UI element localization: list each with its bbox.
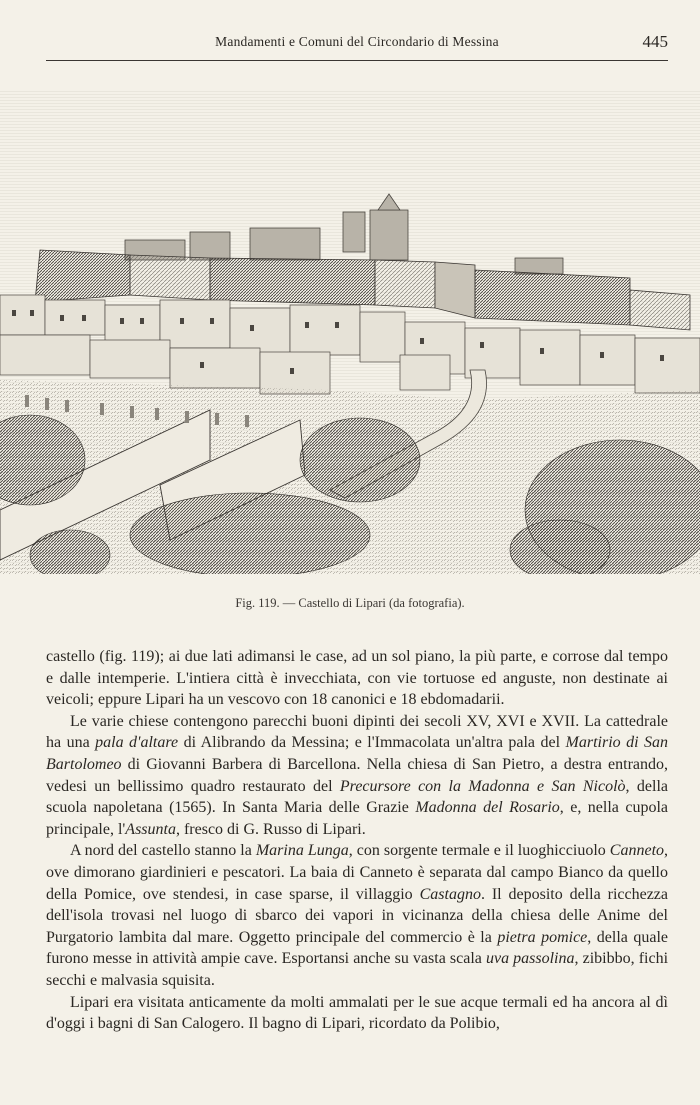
text-run: , della quale furono messe in attività ampie cave. Esportansi anche su vasta scala: [46, 928, 669, 968]
text-run: , con sorgente termale e il luoghicciuolo: [348, 842, 610, 860]
italic-text: Canneto: [609, 842, 665, 860]
italic-text: Martirio di San Bartolomeo: [46, 734, 669, 773]
paragraph: [46, 840, 668, 991]
text-run: Lipari era visitata anticamente da molti ammalati per le sue acque termali ed ha ancora al dì d'oggi i bagni di San Calogero. Il bagno di Lipari, ricordato da Polibio,: [46, 993, 668, 1033]
body-text: [46, 646, 668, 1035]
text-run: , e, nella cupola principale, l': [46, 799, 669, 838]
text-run: castello (fig. 119); ai due lati adimansi le case, ad un sol piano, la più parte, e corrose dal tempo e dalle intemperie. L'intiera città è invecchiata, con vie tortuose ed anguste, non destinate ai veicoli; eppure Lipari ha un vescovo con 18 canonici e 18 ebdomadarii.: [46, 648, 668, 709]
text-run: , ove dimorano giardinieri e pescatori. La baia di Canneto è separata dal campo Bianco da quello della Pomice, ove stendesi, in case sparse, il villaggio: [46, 842, 669, 903]
page-number: 445: [642, 32, 668, 51]
italic-text: Precursore con la Madonna e San Nicolò: [339, 777, 626, 795]
text-run: di Alibrando da Messina; e l'Immacolata un'altra pala del: [178, 734, 566, 752]
italic-text: Marina Lunga: [255, 842, 349, 860]
italic-text: pietra pomice: [497, 928, 588, 946]
running-title: Mandamenti e Comuni del Circondario di Messina: [215, 34, 499, 49]
running-header: [46, 28, 668, 61]
text-run: di Giovanni Barbera di Barcellona. Nella chiesa di San Pietro, a destra entrando, vedesi un bellissimo quadro restaurato del: [46, 755, 668, 795]
text-run: , zibibbo, fichi secchi e malvasia squisita.: [46, 950, 669, 989]
text-run: , della scuola napoletana (1565). In Santa Maria delle Grazie: [46, 777, 669, 817]
figure-castello-di-lipari: [0, 90, 700, 574]
text-run: . Il deposito della ricchezza dell'isola trovasi nel luogo di sbarco dei vapori in vicinanza della chiesa delle Anime del Purgatorio lambita dal mare. Oggetto principale del commercio è la: [46, 885, 669, 946]
paragraph: [46, 992, 668, 1035]
italic-text: Castagno: [419, 885, 481, 903]
engraving-illustration: [0, 90, 700, 574]
text-run: , fresco di G. Russo di Lipari.: [175, 820, 366, 838]
text-run: A nord del castello stanno la: [70, 842, 256, 860]
italic-text: Madonna del Rosario: [415, 799, 560, 817]
paragraph: [46, 646, 668, 711]
italic-text: Assunta: [125, 820, 176, 838]
italic-text: uva passolina: [485, 950, 575, 968]
italic-text: pala d'altare: [95, 734, 179, 752]
text-run: Le varie chiese contengono parecchi buoni dipinti dei secoli XV, XVI e XVII. La cattedrale ha una: [46, 712, 668, 752]
figure-caption: Fig. 119. — Castello di Lipari (da fotografia).: [235, 596, 465, 610]
paragraph: [46, 711, 668, 841]
